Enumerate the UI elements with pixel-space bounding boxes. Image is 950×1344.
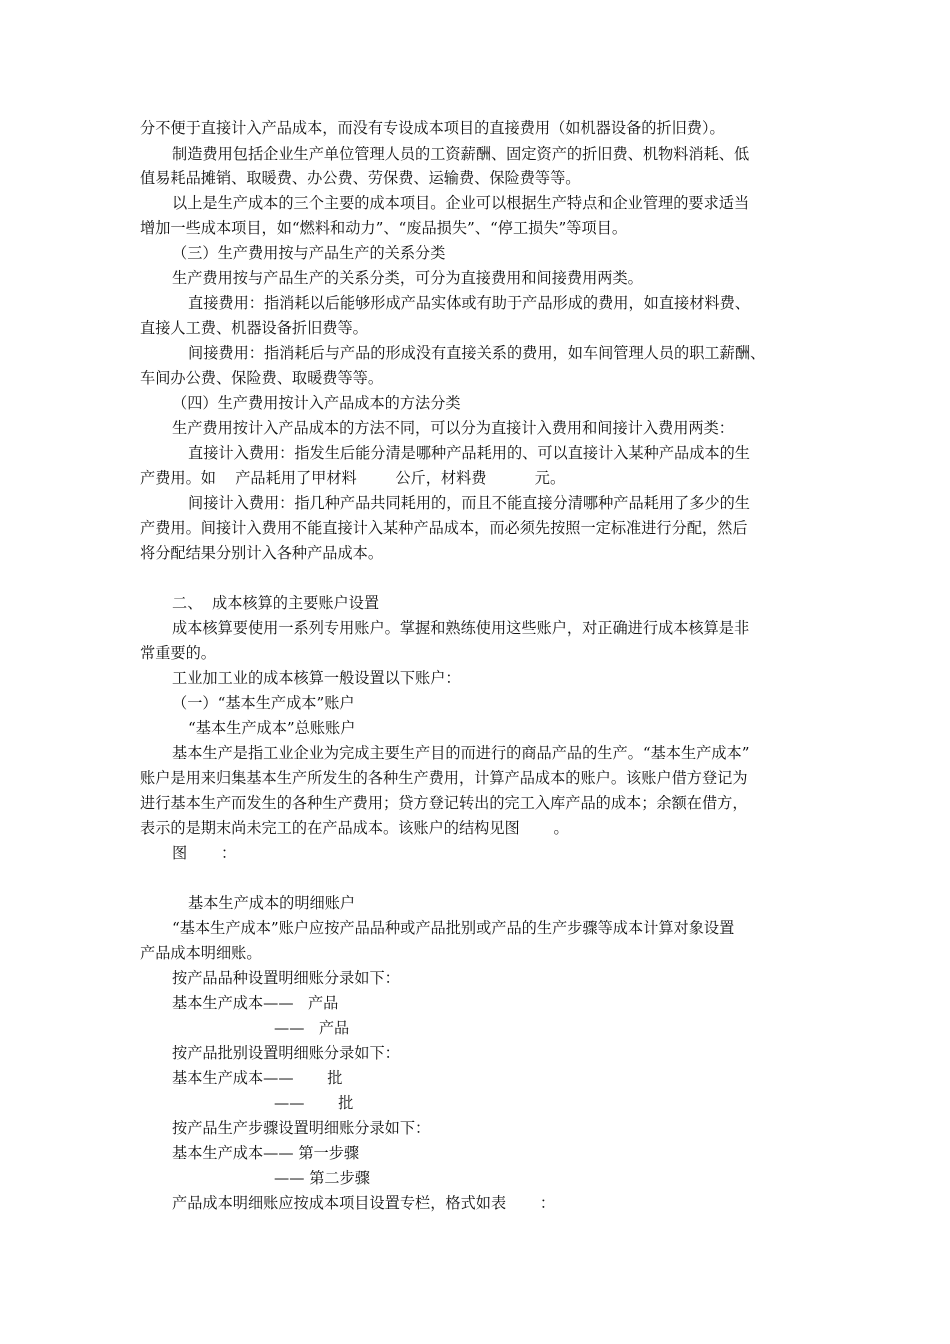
text-line: 值易耗品摊销、取暖费、办公费、劳保费、运输费、保险费等等。 (140, 169, 581, 187)
text-line: 产费用。如 产品耗用了甲材料 公斤，材料费 元。 (140, 469, 566, 487)
text-line: 按产品生产步骤设置明细账分录如下： (172, 1119, 431, 1137)
text-line: 直接费用：指消耗以后能够形成产品实体或有助于产品形成的费用，如直接材料费、 (188, 294, 750, 312)
text-line: 产品成本明细账。 (140, 944, 262, 962)
text-line: 按产品批别设置明细账分录如下： (172, 1044, 400, 1062)
section-heading: 二、 成本核算的主要账户设置 (172, 594, 380, 612)
text-line: 基本生产是指工业企业为完成主要生产目的而进行的商品产品的生产。“基本生产成本” (172, 744, 750, 762)
section-heading: （四）生产费用按计入产品成本的方法分类 (172, 394, 461, 412)
ledger-entry: —— 批 (274, 1094, 354, 1112)
text-line: 表示的是期末尚未完工的在产品成本。该账户的结构见图 。 (140, 819, 569, 837)
text-line: 增加一些成本项目，如“燃料和动力”、“废品损失”、“停工损失”等项目。 (140, 219, 628, 237)
text-line: 生产费用按与产品生产的关系分类，可分为直接费用和间接费用两类。 (172, 269, 643, 287)
section-heading: （一）“基本生产成本”账户 (172, 694, 355, 712)
text-line: 工业加工业的成本核算一般设置以下账户： (172, 669, 461, 687)
text-line: 账户是用来归集基本生产所发生的各种生产费用，计算产品成本的账户。该账户借方登记为 (140, 769, 748, 787)
text-line: “基本生产成本”账户应按产品品种或产品批别或产品的生产步骤等成本计算对象设置 (172, 919, 735, 937)
ledger-entry: —— 产品 (274, 1019, 350, 1037)
text-line: 间接费用：指消耗后与产品的形成没有直接关系的费用，如车间管理人员的职工薪酬、 (188, 344, 766, 362)
figure-caption: 图 ： (172, 844, 237, 862)
ledger-entry: 基本生产成本—— 第一步骤 (172, 1144, 360, 1162)
text-line: 车间办公费、保险费、取暖费等等。 (140, 369, 383, 387)
text-line: 按产品品种设置明细账分录如下： (172, 969, 400, 987)
text-line: 产费用。间接计入费用不能直接计入某种产品成本，而必须先按照一定标准进行分配，然后 (140, 519, 748, 537)
ledger-entry: 基本生产成本—— 批 (172, 1069, 343, 1087)
subsection-heading: 基本生产成本的明细账户 (188, 894, 356, 912)
text-line: 将分配结果分别计入各种产品成本。 (140, 544, 383, 562)
text-line: 产品成本明细账应按成本项目设置专栏，格式如表 ： (172, 1194, 556, 1212)
text-line: 成本核算要使用一系列专用账户。掌握和熟练使用这些账户，对正确进行成本核算是非 (172, 619, 750, 637)
text-line: 以上是生产成本的三个主要的成本项目。企业可以根据生产特点和企业管理的要求适当 (172, 194, 750, 212)
text-line: 常重要的。 (140, 644, 216, 662)
text-line: 生产费用按计入产品成本的方法不同，可以分为直接计入费用和间接计入费用两类： (172, 419, 734, 437)
text-line: 分不便于直接计入产品成本，而没有专设成本项目的直接费用（如机器设备的折旧费）。 (140, 119, 725, 137)
text-line: 间接计入费用：指几种产品共同耗用的，而且不能直接分清哪种产品耗用了多少的生 (188, 494, 750, 512)
text-line: 进行基本生产而发生的各种生产费用；贷方登记转出的完工入库产品的成本；余额在借方， (140, 794, 748, 812)
text-line: 制造费用包括企业生产单位管理人员的工资薪酬、固定资产的折旧费、机物料消耗、低 (172, 145, 750, 163)
ledger-entry: —— 第二步骤 (274, 1169, 370, 1187)
text-line: 直接人工费、机器设备折旧费等。 (140, 319, 368, 337)
subsection-heading: “基本生产成本”总账账户 (188, 719, 356, 737)
text-line: 直接计入费用：指发生后能分清是哪种产品耗用的、可以直接计入某种产品成本的生 (188, 444, 750, 462)
ledger-entry: 基本生产成本—— 产品 (172, 994, 339, 1012)
section-heading: （三）生产费用按与产品生产的关系分类 (172, 244, 446, 262)
